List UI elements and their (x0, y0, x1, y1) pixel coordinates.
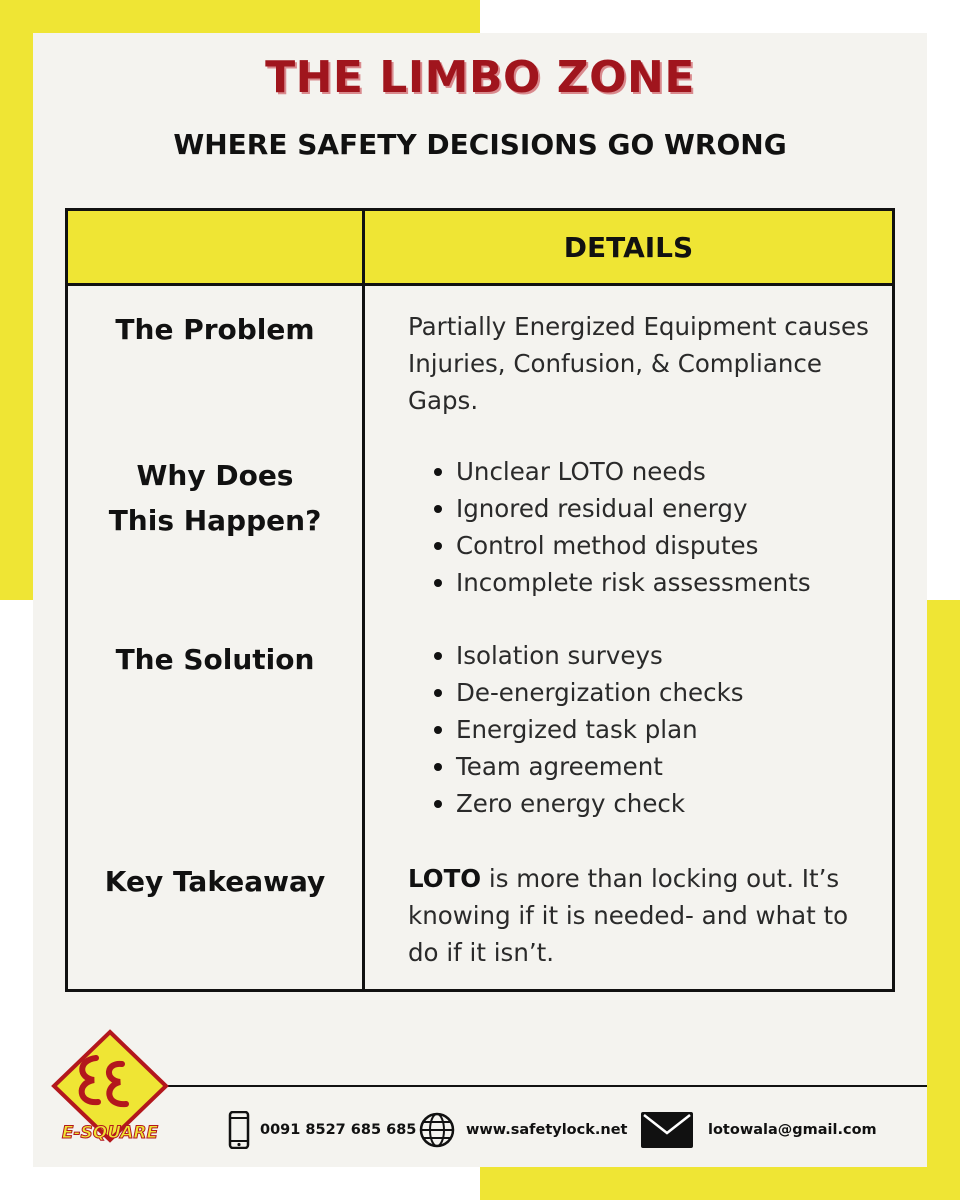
website-link[interactable]: www.safetylock.net (466, 1122, 628, 1138)
list-item: Isolation surveys (430, 637, 890, 674)
list-item: Energized task plan (430, 711, 890, 748)
page-title: THE LIMBO ZONE (265, 52, 695, 103)
row-label-why-line2: This Happen? (108, 504, 322, 537)
contact-phone (228, 1110, 416, 1150)
row-text-problem: Partially Energized Equipment causes Injuries, Confusion, & Compliance Gaps. (408, 312, 869, 415)
list-item: De-energization checks (430, 674, 890, 711)
takeaway-bold: LOTO (408, 864, 482, 893)
list-item: Control method disputes (430, 527, 890, 564)
row-label-solution: The Solution (115, 643, 315, 676)
list-item: Ignored residual energy (430, 490, 890, 527)
row-label-problem: The Problem (115, 313, 315, 346)
column-divider (362, 211, 365, 989)
takeaway-text: is more than locking out. It’s knowing if it is needed- and what to do if it isn’t. (408, 864, 849, 967)
footer-divider (160, 1085, 927, 1087)
phone-icon (228, 1111, 250, 1149)
why-bullet-list (430, 453, 890, 601)
email-link[interactable]: lotowala@gmail.com (708, 1122, 877, 1138)
list-item: Zero energy check (430, 785, 890, 822)
contact-website (418, 1110, 627, 1150)
solution-bullet-list (430, 637, 890, 822)
globe-icon (418, 1111, 456, 1149)
details-table (65, 208, 895, 992)
page-subtitle: WHERE SAFETY DECISIONS GO WRONG (173, 128, 787, 161)
row-text-takeaway (408, 860, 878, 971)
row-label-why-line1: Why Does (136, 459, 294, 492)
phone-number: 0091 8527 685 685 (260, 1122, 417, 1138)
list-item: Incomplete risk assessments (430, 564, 890, 601)
header-details: DETAILS (563, 230, 694, 264)
list-item: Team agreement (430, 748, 890, 785)
e-square-logo (48, 1028, 173, 1148)
logo-text: E-SQUARE (61, 1123, 159, 1143)
header-divider (68, 283, 892, 286)
row-label-takeaway: Key Takeaway (104, 865, 326, 898)
row-label-why (68, 453, 362, 543)
list-item: Unclear LOTO needs (430, 453, 890, 490)
envelope-icon (640, 1111, 694, 1149)
contact-email (640, 1110, 877, 1150)
